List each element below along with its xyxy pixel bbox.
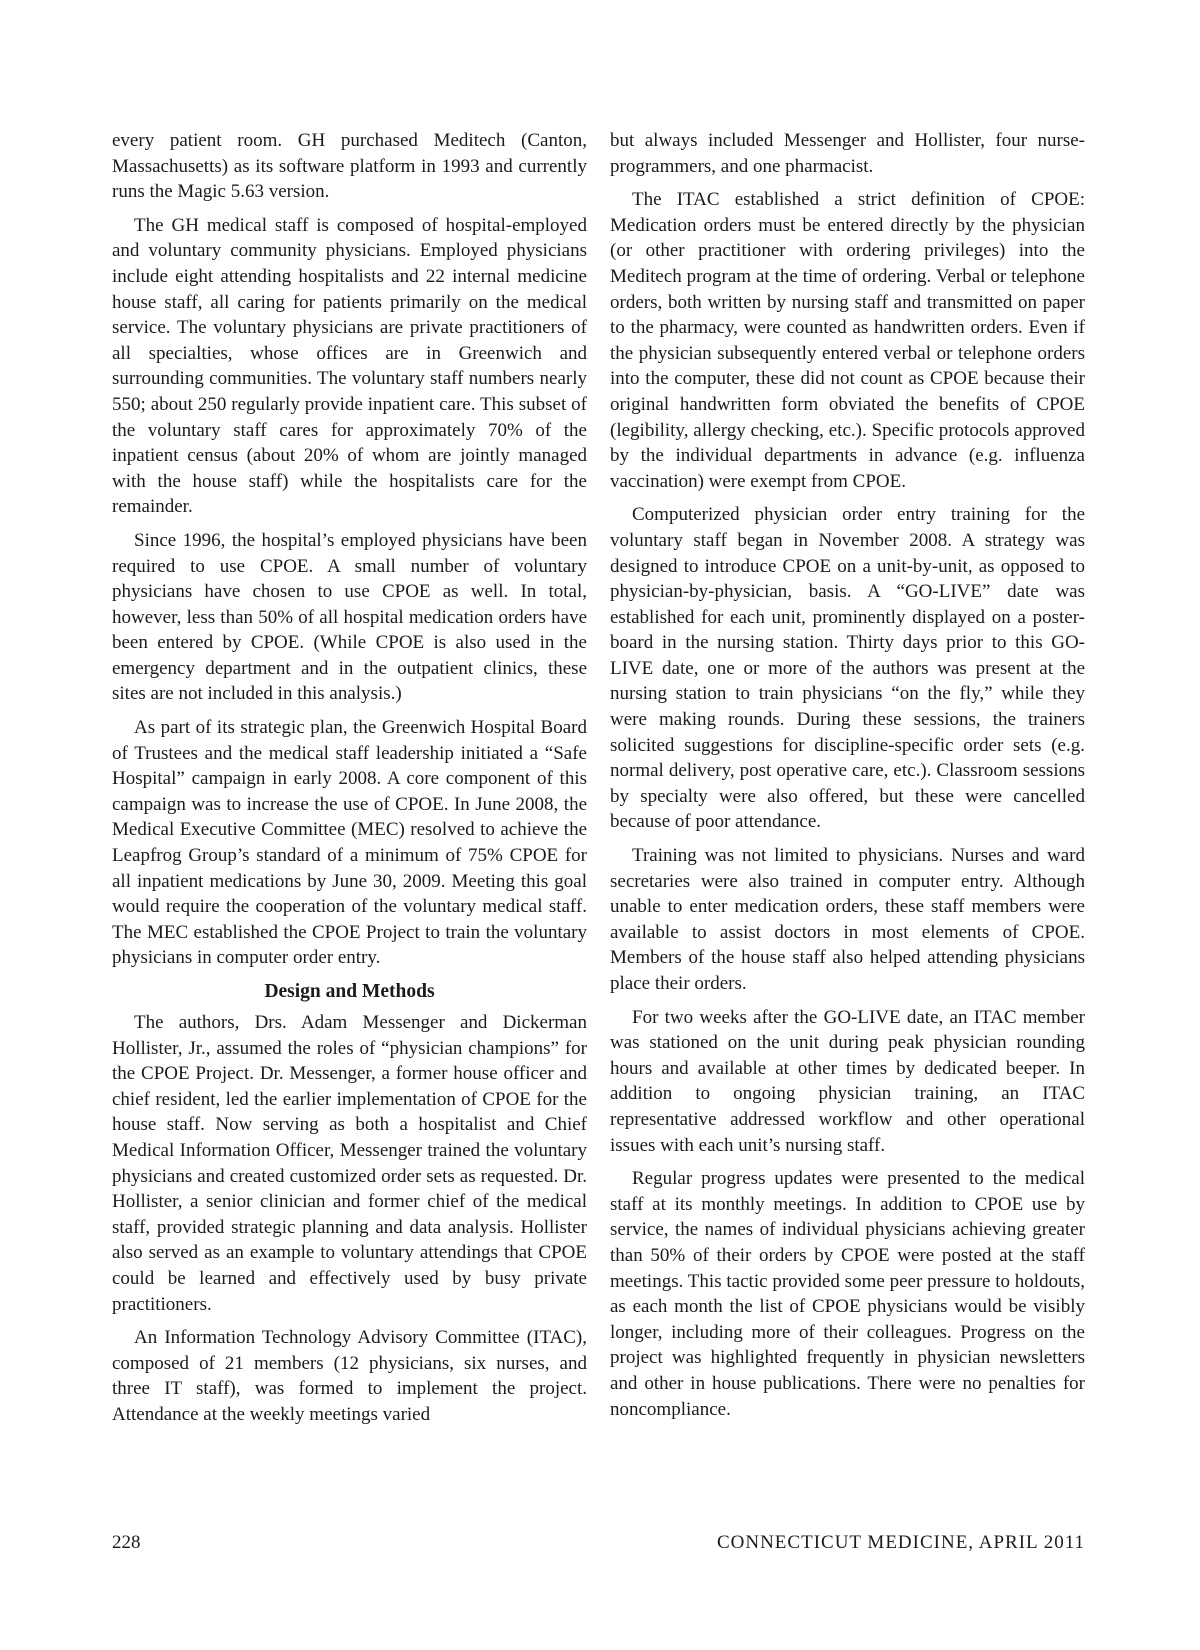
paragraph: Since 1996, the hospital’s employed physicians have been required to use CPOE. A small number of voluntary physicians have chosen to use CPOE as well. In total, however, less than 50% of all hospital medication orders have been entered by CPOE. (While CPOE is also used in the emergency department and in the outpatient clinics, these sites are not included in this analysis.) <box>112 529 587 705</box>
right-column <box>610 128 1085 1430</box>
page-number: 228 <box>112 1532 141 1553</box>
paragraph: For two weeks after the GO-LIVE date, an ITAC member was stationed on the unit during peak physician rounding hours and available at other times by dedicated beeper. In addition to ongoing physician training, an ITAC representative addressed workflow and other operational issues with each unit’s nursing staff. <box>610 1006 1085 1156</box>
paragraph: Computerized physician order entry training for the voluntary staff began in November 2008. A strategy was designed to introduce CPOE on a unit-by-unit, as opposed to physician-by-physician, basis. A “GO-LIVE” date was established for each unit, prominently displayed on a poster-board in the nursing station. Thirty days prior to this GO-LIVE date, one or more of the authors was present at the nursing station to train physicians “on the fly,” while they were making rounds. During these sessions, the trainers solicited suggestions for discipline-specific order sets (e.g. normal delivery, post operative care, etc.). Classroom sessions by specialty were also offered, but these were cancelled because of poor attendance. <box>610 504 1085 833</box>
paragraph: The GH medical staff is composed of hospital-employed and voluntary community physicians. Employed physicians include eight attending hospitalists and 22 internal medicine house staff, all caring for patients primarily on the medical service. The voluntary physicians are private practitioners of all specialties, whose offices are in Greenwich and surrounding communities. The voluntary staff numbers nearly 550; about 250 regularly provide inpatient care. This subset of the voluntary staff cares for approximately 70% of the inpatient census (about 20% of whom are jointly managed with the house staff) while the hospitalists care for the remainder. <box>112 214 587 518</box>
section-heading: Design and Methods <box>264 981 435 1002</box>
paragraph: An Information Technology Advisory Committee (ITAC), composed of 21 members (12 physicians, six nurses, and three IT staff), was formed to implement the project. Attendance at the weekly meetings varied <box>112 1327 587 1425</box>
page-footer <box>112 1532 1085 1554</box>
paragraph: Training was not limited to physicians. Nurses and ward secretaries were also trained in computer entry. Although unable to enter medication orders, these staff members were available to assist doctors in most elements of CPOE. Members of the house staff also helped attending physicians place their orders. <box>610 845 1085 994</box>
paragraph: Regular progress updates were presented to the medical staff at its monthly meetings. In addition to CPOE use by service, the names of individual physicians achieving greater than 50% of their orders by CPOE were posted at the staff meetings. This tactic provided some peer pressure to holdouts, as each month the list of CPOE physicians would be visibly longer, including more of their colleagues. Progress on the project was highlighted frequently in physician newsletters and other in house publications. There were no penalties for noncompliance. <box>610 1168 1085 1420</box>
paragraph: The ITAC established a strict definition of CPOE: Medication orders must be entered directly by the physician (or other practitioner with ordering privileges) into the Meditech program at the time of ordering. Verbal or telephone orders, both written by nursing staff and transmitted on paper to the pharmacy, were counted as handwritten orders. Even if the physician subsequently entered verbal or telephone orders into the computer, these did not count as CPOE because their original handwritten form obviated the benefits of CPOE (legibility, allergy checking, etc.). Specific protocols approved by the individual departments in advance (e.g. influenza vaccination) were exempt from CPOE. <box>610 189 1085 492</box>
paragraph: but always included Messenger and Hollister, four nurse-programmers, and one pharmacist. <box>610 130 1085 177</box>
paragraph: The authors, Drs. Adam Messenger and Dickerman Hollister, Jr., assumed the roles of “physician champions” for the CPOE Project. Dr. Messenger, a former house officer and chief resident, led the earlier implementation of CPOE for the house staff. Now serving as both a hospitalist and Chief Medical Information Officer, Messenger trained the voluntary physicians and created customized order sets as requested. Dr. Hollister, a senior clinician and former chief of the medical staff, provided strategic planning and data analysis. Hollister also served as an example to voluntary attendings that CPOE could be learned and effectively used by busy private practitioners. <box>112 1012 587 1315</box>
left-column <box>112 128 587 1436</box>
paragraph: As part of its strategic plan, the Greenwich Hospital Board of Trustees and the medical staff leadership initiated a “Safe Hospital” campaign in early 2008. A core component of this campaign was to increase the use of CPOE. In June 2008, the Medical Executive Committee (MEC) resolved to achieve the Leapfrog Group’s standard of a minimum of 75% CPOE for all inpatient medications by June 30, 2009. Meeting this goal would require the cooperation of the voluntary medical staff. The MEC established the CPOE Project to train the voluntary physicians in computer order entry. <box>112 717 587 969</box>
paragraph: every patient room. GH purchased Meditech (Canton, Massachusetts) as its software platform in 1993 and currently runs the Magic 5.63 version. <box>112 130 587 203</box>
journal-citation: CONNECTICUT MEDICINE, APRIL 2011 <box>716 1532 1085 1553</box>
